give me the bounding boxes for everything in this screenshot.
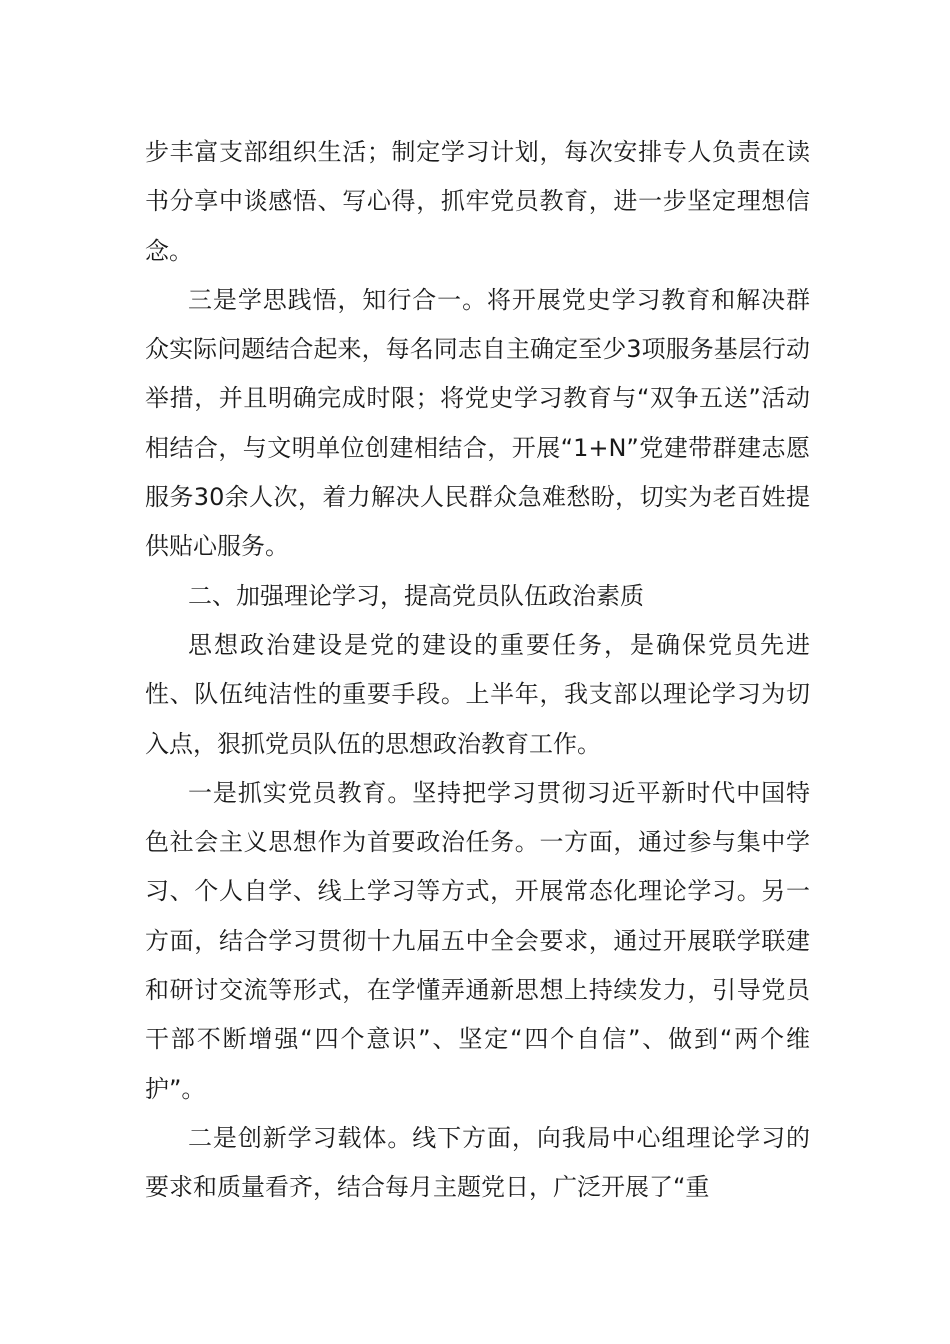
paragraph-2: 三是学思践悟，知行合一。将开展党史学习教育和解决群众实际问题结合起来，每名同志自主确定至少3项服务基层行动举措，并且明确完成时限；将党史学习教育与“双争五送”活动相结合，与文明单位创建相结合，开展“1+N”党建带群建志愿服务30余人次，着力解决人民群众急难愁盼，切实为老百姓提供贴心服务。 xyxy=(145,285,810,561)
paragraph-4: 一是抓实党员教育。坚持把学习贯彻习近平新时代中国特色社会主义思想作为首要政治任务。一方面，通过参与集中学习、个人自学、线上学习等方式，开展常态化理论学习。另一方面，结合学习贯彻十九届五中全会要求，通过开展联学联建和研讨交流等形式，在学懂弄通新思想上持续发力，引导党员干部不断增强“四个意识”、坚定“四个自信”、做到“两个维护”。 xyxy=(145,778,810,1103)
paragraph-3: 思想政治建设是党的建设的重要任务，是确保党员先进性、队伍纯洁性的重要手段。上半年，我支部以理论学习为切入点，狠抓党员队伍的思想政治教育工作。 xyxy=(145,630,810,758)
paragraph-1: 步丰富支部组织生活；制定学习计划，每次安排专人负责在读书分享中谈感悟、写心得，抓牢党员教育，进一步坚定理想信念。 xyxy=(145,138,810,265)
document-body xyxy=(145,128,810,1213)
paragraph-5: 二是创新学习载体。线下方面，向我局中心组理论学习的要求和质量看齐，结合每月主题党日，广泛开展了“重 xyxy=(145,1123,810,1202)
section-heading: 二、加强理论学习，提高党员队伍政治素质 xyxy=(188,581,644,610)
